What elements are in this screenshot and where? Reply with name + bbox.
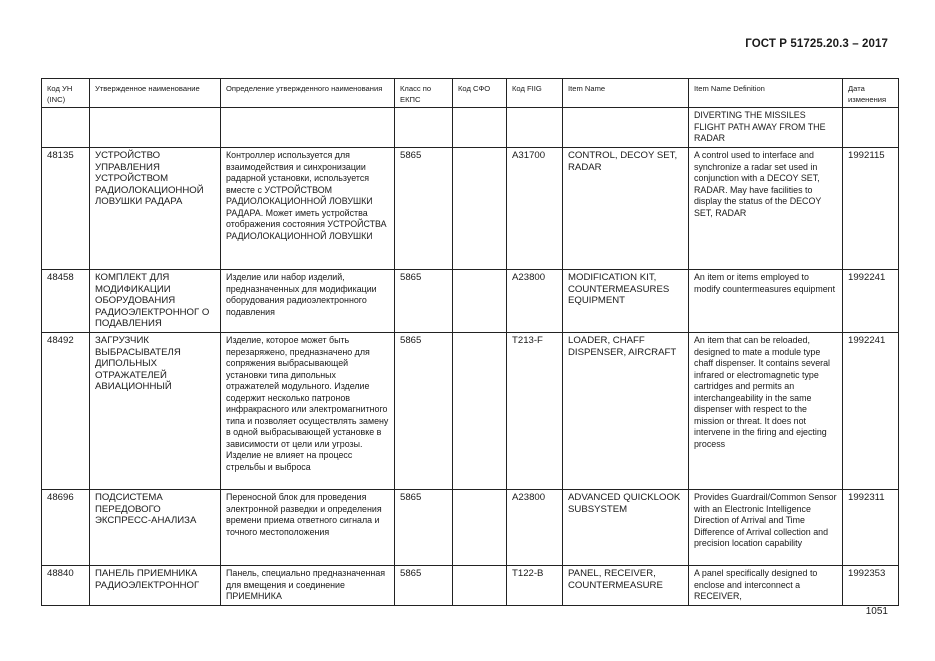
- cell-definition: Изделие, которое может быть перезаряжено, предназначено для сопряжения выбрасывающей установки типа дипольных отражателей модульного. Изделие содержит несколько патронов инфракрасного или электромагнитного типа и позволяет осуществлять замену в одной выбрасывающей установке в зависимости от цели или угрозы. Изделие не влияет на процесс стрельбы и выброса: [221, 333, 395, 490]
- cell-class: 5865: [395, 566, 453, 606]
- table-row: [42, 270, 899, 333]
- cell-sfo: [453, 148, 507, 270]
- cell-fiig: [507, 108, 563, 148]
- cell-item-name: MODIFICATION KIT, COUNTERMEASURES EQUIPMENT: [563, 270, 689, 333]
- cell-approved-name: ПОДСИСТЕМА ПЕРЕДОВОГО ЭКСПРЕСС-АНАЛИЗА: [90, 490, 221, 566]
- cell-inc: 48492: [42, 333, 90, 490]
- cell-fiig: T213-F: [507, 333, 563, 490]
- cell-approved-name: УСТРОЙСТВО УПРАВЛЕНИЯ УСТРОЙСТВОМ РАДИОЛОКАЦИОННОЙ ЛОВУШКИ РАДАРА: [90, 148, 221, 270]
- header-change-date: Дата изменения: [843, 79, 899, 108]
- table-row: [42, 333, 899, 490]
- cell-item-name: [563, 108, 689, 148]
- cell-class: 5865: [395, 148, 453, 270]
- cell-class: 5865: [395, 490, 453, 566]
- cell-fiig: A23800: [507, 270, 563, 333]
- cell-change-date: 1992241: [843, 333, 899, 490]
- header-item-definition: Item Name Definition: [689, 79, 843, 108]
- header-fiig: Код FIIG: [507, 79, 563, 108]
- cell-sfo: [453, 490, 507, 566]
- page-number: 1051: [865, 606, 888, 617]
- cell-definition: Панель, специально предназначенная для вмещения и соединение ПРИЕМНИКА: [221, 566, 395, 606]
- table-header-row: [42, 79, 899, 108]
- cell-inc: 48840: [42, 566, 90, 606]
- cell-definition: [221, 108, 395, 148]
- cell-change-date: 1992311: [843, 490, 899, 566]
- cell-change-date: [843, 108, 899, 148]
- cell-sfo: [453, 566, 507, 606]
- cell-class: [395, 108, 453, 148]
- cell-fiig: T122-B: [507, 566, 563, 606]
- cell-definition: Изделие или набор изделий, предназначенных для модификации оборудования радиоэлектронного подавления: [221, 270, 395, 333]
- cell-item-name: LOADER, CHAFF DISPENSER, AIRCRAFT: [563, 333, 689, 490]
- cell-item-name: ADVANCED QUICKLOOK SUBSYSTEM: [563, 490, 689, 566]
- table-row: [42, 490, 899, 566]
- table-row: [42, 108, 899, 148]
- cell-fiig: A23800: [507, 490, 563, 566]
- cell-change-date: 1992353: [843, 566, 899, 606]
- cell-change-date: 1992115: [843, 148, 899, 270]
- cell-item-name: CONTROL, DECOY SET, RADAR: [563, 148, 689, 270]
- table-row: [42, 566, 899, 606]
- cell-inc: 48458: [42, 270, 90, 333]
- document-standard-header: ГОСТ Р 51725.20.3 – 2017: [745, 38, 888, 50]
- cell-inc: 48135: [42, 148, 90, 270]
- cell-approved-name: [90, 108, 221, 148]
- header-inc: Код УН (INC): [42, 79, 90, 108]
- cell-sfo: [453, 270, 507, 333]
- cell-item-definition: DIVERTING THE MISSILES FLIGHT PATH AWAY FROM THE RADAR: [689, 108, 843, 148]
- cell-item-definition: An item that can be reloaded, designed to mate a module type chaff dispenser. It contains several infrared or electromagnetic type cartridges and permits an interchangeability in the same dispenser with respect to the mission or threat. It does not intervene in the firing and ejecting process: [689, 333, 843, 490]
- cell-sfo: [453, 108, 507, 148]
- header-item-name: Item Name: [563, 79, 689, 108]
- cell-approved-name: ПАНЕЛЬ ПРИЕМНИКА РАДИОЭЛЕКТРОННОГ: [90, 566, 221, 606]
- header-class: Класс по ЕКПС: [395, 79, 453, 108]
- cell-sfo: [453, 333, 507, 490]
- header-approved-name: Утвержденное наименование: [90, 79, 221, 108]
- cell-definition: Переносной блок для проведения электронной разведки и определения времени приема ответного сигнала и точного местоположения: [221, 490, 395, 566]
- cell-class: 5865: [395, 333, 453, 490]
- cell-fiig: A31700: [507, 148, 563, 270]
- header-definition: Определение утвержденного наименования: [221, 79, 395, 108]
- cell-change-date: 1992241: [843, 270, 899, 333]
- table-row: [42, 148, 899, 270]
- header-sfo: Код СФО: [453, 79, 507, 108]
- cell-definition: Контроллер используется для взаимодействия и синхронизации радарной установки, используется вместе с УСТРОЙСТВОМ РАДИОЛОКАЦИОННОЙ ЛОВУШКИ РАДАРА. Может иметь устройства отображения состояния УСТРОЙСТВА РАДИОЛОКАЦИОННОЙ ЛОВУШКИ: [221, 148, 395, 270]
- cell-item-definition: A control used to interface and synchronize a radar set used in conjunction with a DECOY SET, RADAR. May have facilities to display the status of the DECOY SET, RADAR: [689, 148, 843, 270]
- cell-item-definition: An item or items employed to modify countermeasures equipment: [689, 270, 843, 333]
- cell-approved-name: КОМПЛЕКТ ДЛЯ МОДИФИКАЦИИ ОБОРУДОВАНИЯ РАДИОЭЛЕКТРОННОГ О ПОДАВЛЕНИЯ: [90, 270, 221, 333]
- cell-class: 5865: [395, 270, 453, 333]
- cell-inc: [42, 108, 90, 148]
- classification-table: [41, 78, 899, 606]
- cell-item-definition: A panel specifically designed to enclose and interconnect a RECEIVER,: [689, 566, 843, 606]
- cell-approved-name: ЗАГРУЗЧИК ВЫБРАСЫВАТЕЛЯ ДИПОЛЬНЫХ ОТРАЖАТЕЛЕЙ АВИАЦИОННЫЙ: [90, 333, 221, 490]
- cell-item-definition: Provides Guardrail/Common Sensor with an Electronic Intelligence Direction of Arrival and Time Difference of Arrival collection and precision location capability: [689, 490, 843, 566]
- cell-item-name: PANEL, RECEIVER, COUNTERMEASURE: [563, 566, 689, 606]
- cell-inc: 48696: [42, 490, 90, 566]
